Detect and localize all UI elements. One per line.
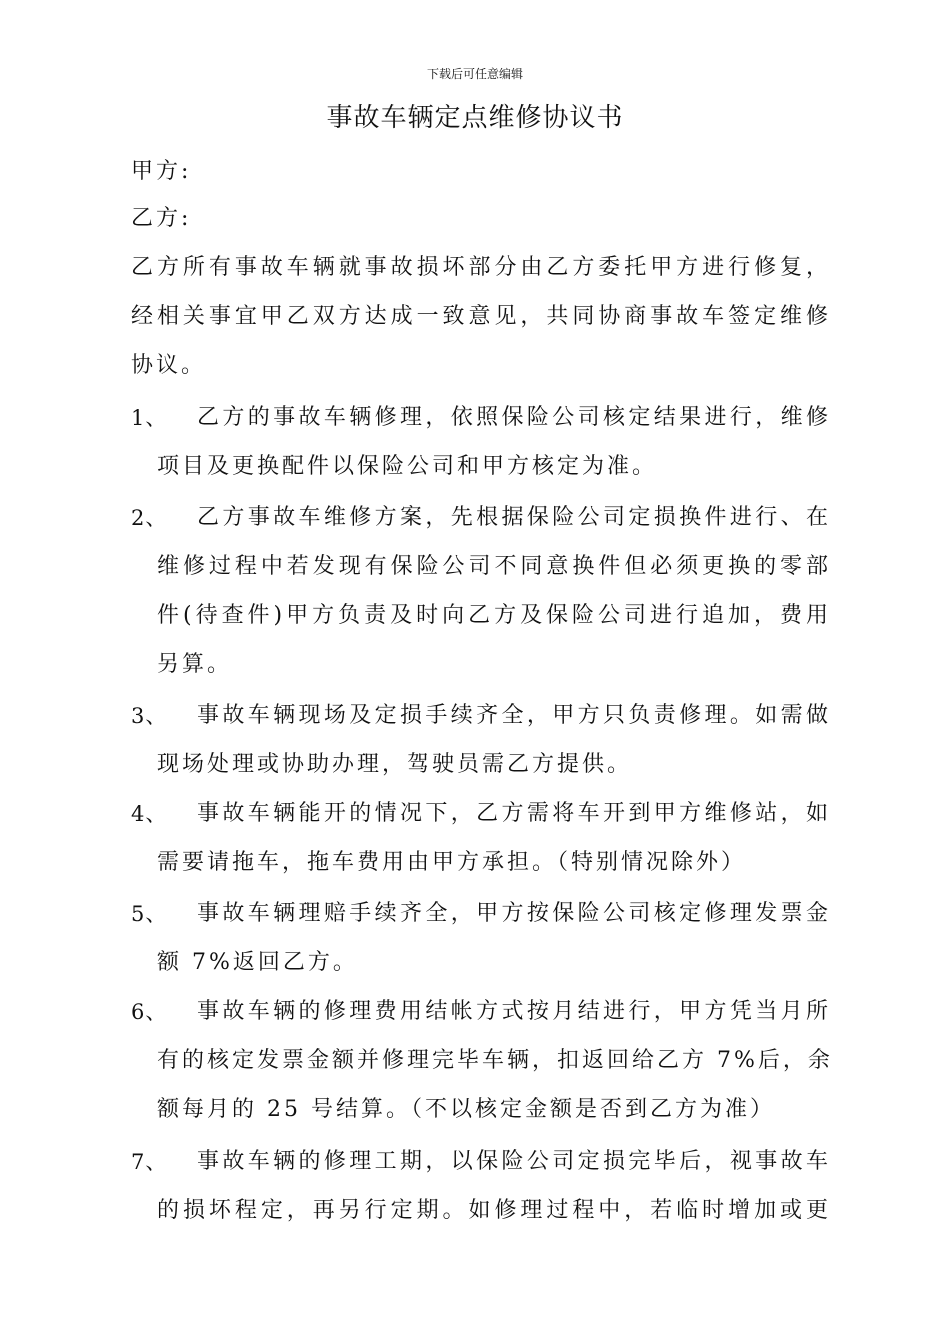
intro-line-3: 协议。	[131, 353, 207, 378]
clause-7-line-2: 的损坏程定，再另行定期。如修理过程中，若临时增加或更	[157, 1198, 831, 1223]
clause-5-number: 5、	[131, 902, 168, 926]
clause-1-number: 1、	[131, 406, 168, 430]
clause-6-line-2: 有的核定发票金额并修理完毕车辆，扣返回给乙方 7%后，余	[157, 1048, 833, 1073]
clause-1-line-1: 乙方的事故车辆修理，依照保险公司核定结果进行，维修	[197, 405, 831, 430]
clause-4-line-1: 事故车辆能开的情况下，乙方需将车开到甲方维修站，如	[197, 801, 831, 826]
clause-2-number: 2、	[131, 506, 168, 530]
clause-7-number: 7、	[131, 1150, 168, 1174]
party-b-label: 乙方:	[131, 206, 192, 231]
clause-2-line-3: 件(待查件)甲方负责及时向乙方及保险公司进行追加，费用	[157, 603, 831, 628]
intro-line-1: 乙方所有事故车辆就事故损坏部分由乙方委托甲方进行修复，	[131, 255, 831, 280]
clause-5-line-1: 事故车辆理赔手续齐全，甲方按保险公司核定修理发票金	[197, 901, 831, 926]
clause-2-line-2: 维修过程中若发现有保险公司不同意换件但必须更换的零部	[157, 554, 831, 579]
clause-4-number: 4、	[131, 802, 168, 826]
clause-6-line-1: 事故车辆的修理费用结帐方式按月结进行，甲方凭当月所	[197, 999, 831, 1024]
clause-2-line-4: 另算。	[157, 652, 233, 677]
intro-line-2: 经相关事宜甲乙双方达成一致意见，共同协商事故车签定维修	[131, 304, 831, 329]
clause-3-line-2: 现场处理或协助办理，驾驶员需乙方提供。	[157, 752, 633, 777]
clause-1-line-2: 项目及更换配件以保险公司和甲方核定为准。	[157, 454, 658, 479]
clause-3-number: 3、	[131, 704, 168, 728]
clause-6-line-3: 额每月的 25 号结算。（不以核定金额是否到乙方为准）	[157, 1097, 775, 1122]
party-a-label: 甲方:	[131, 159, 192, 184]
document-title: 事故车辆定点维修协议书	[326, 103, 624, 133]
clause-3-line-1: 事故车辆现场及定损手续齐全，甲方只负责修理。如需做	[197, 703, 831, 728]
clause-2-line-1: 乙方事故车维修方案，先根据保险公司定损换件进行、在	[197, 505, 831, 530]
clause-5-line-2: 额 7%返回乙方。	[157, 950, 358, 975]
clause-7-line-1: 事故车辆的修理工期，以保险公司定损完毕后，视事故车	[197, 1149, 831, 1174]
clause-4-line-2: 需要请拖车，拖车费用由甲方承担。（特别情况除外）	[157, 850, 747, 875]
header-note: 下载后可任意编辑	[426, 67, 523, 81]
clause-6-number: 6、	[131, 1000, 168, 1024]
